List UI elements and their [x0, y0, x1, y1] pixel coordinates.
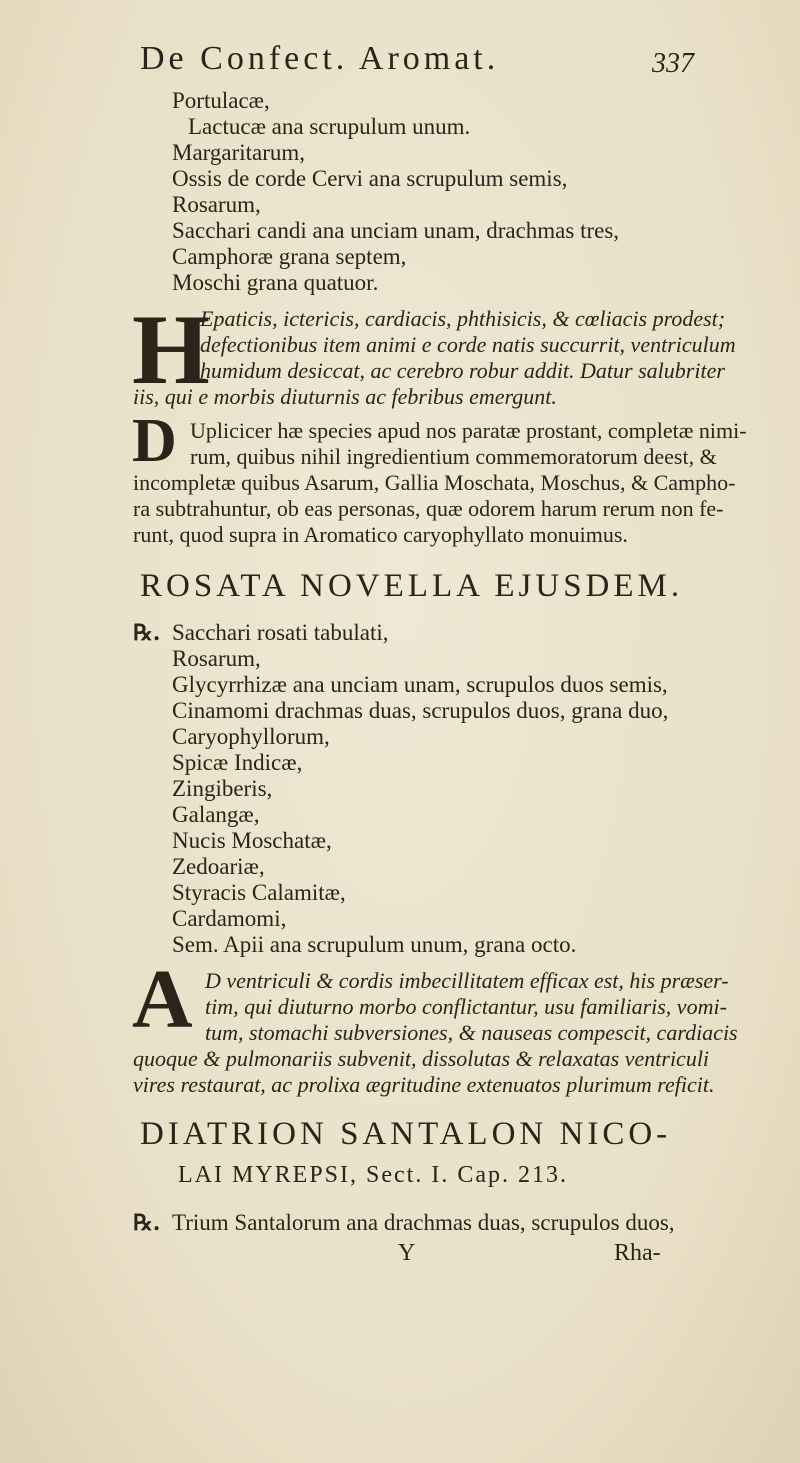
paragraph-line: iis, qui e morbis diuturnis ac febribus emergunt. — [133, 384, 557, 409]
paragraph-line: incompletæ quibus Asarum, Gallia Moschata, Moschus, & Campho- — [133, 470, 736, 495]
paragraph-line: D ventriculi & cordis imbecillitatem efficax est, his præser- — [205, 968, 729, 993]
list-item: Rosarum, — [172, 192, 261, 217]
list-item: Camphoræ grana septem, — [172, 244, 407, 269]
list-item: Sacchari rosati tabulati, — [172, 620, 389, 645]
list-item: Zingiberis, — [172, 776, 273, 801]
signature-mark: Y — [398, 1240, 416, 1266]
list-item: Glycyrrhizæ ana unciam unam, scrupulos duos semis, — [172, 672, 668, 697]
paragraph-line: quoque & pulmonariis subvenit, dissolutas & relaxatas ventriculi — [133, 1046, 710, 1071]
list-item: Portulacæ, — [172, 88, 270, 113]
paragraph-line: humidum desiccat, ac cerebro robur addit. Datur salubriter — [200, 358, 725, 383]
list-item: Cardamomi, — [172, 906, 287, 931]
list-item: Lactucæ ana scrupulum unum. — [188, 114, 471, 139]
list-item: Sem. Apii ana scrupulum unum, grana octo. — [172, 932, 577, 957]
paragraph-line: defectionibus item animi e corde natis succurrit, ventriculum — [200, 332, 736, 357]
paragraph-line: vires restaurat, ac prolixa ægritudine extenuatos plurimum reficit. — [133, 1072, 715, 1097]
paragraph-line: Epaticis, ictericis, cardiacis, phthisicis, & cœliacis prodest; — [200, 306, 726, 331]
paragraph-line: tum, stomachi subversiones, & nauseas compescit, cardiacis — [205, 1020, 738, 1045]
list-item: Ossis de corde Cervi ana scrupulum semis, — [172, 166, 568, 191]
recipe-symbol: ℞. — [133, 620, 161, 646]
list-item: Sacchari candi ana unciam unam, drachmas tres, — [172, 218, 620, 243]
paragraph-line: runt, quod supra in Aromatico caryophyllato monuimus. — [133, 522, 628, 547]
drop-cap: H — [132, 294, 210, 405]
paragraph-line: ra subtrahuntur, ob eas personas, quæ odorem harum rerum non fe- — [133, 496, 724, 521]
list-item: Galangæ, — [172, 802, 260, 827]
section-heading: DIATRION SANTALON NICO- — [140, 1116, 672, 1152]
section-subheading: LAI MYREPSI, Sect. I. Cap. 213. — [178, 1162, 568, 1188]
list-item: Margaritarum, — [172, 140, 306, 165]
list-item: Zedoariæ, — [172, 854, 265, 879]
list-item: Caryophyllorum, — [172, 724, 330, 749]
paragraph-line: rum, quibus nihil ingredientium commemoratorum deest, & — [190, 444, 717, 469]
list-item: Rosarum, — [172, 646, 261, 671]
paragraph-line: Uplicicer hæ species apud nos paratæ prostant, completæ nimi- — [190, 418, 747, 443]
list-item: Moschi grana quatuor. — [172, 270, 379, 295]
list-item: Nucis Moschatæ, — [172, 828, 332, 853]
recipe-symbol: ℞. — [133, 1210, 161, 1236]
list-item: Styracis Calamitæ, — [172, 880, 346, 905]
list-item: Cinamomi drachmas duas, scrupulos duos, grana duo, — [172, 698, 669, 723]
running-header — [140, 40, 740, 88]
running-title: De Confect. Aromat. — [140, 40, 500, 77]
drop-cap: A — [132, 953, 193, 1046]
paragraph-line: tim, qui diuturno morbo conflictantur, usu familiaris, vomi- — [205, 994, 727, 1019]
section-heading: ROSATA NOVELLA EJUSDEM. — [140, 568, 684, 604]
list-item: Trium Santalorum ana drachmas duas, scrupulos duos, — [172, 1210, 675, 1235]
catchword: Rha- — [614, 1240, 661, 1266]
list-item: Spicæ Indicæ, — [172, 750, 303, 775]
page-number: 337 — [652, 48, 694, 79]
drop-cap: D — [132, 407, 177, 475]
